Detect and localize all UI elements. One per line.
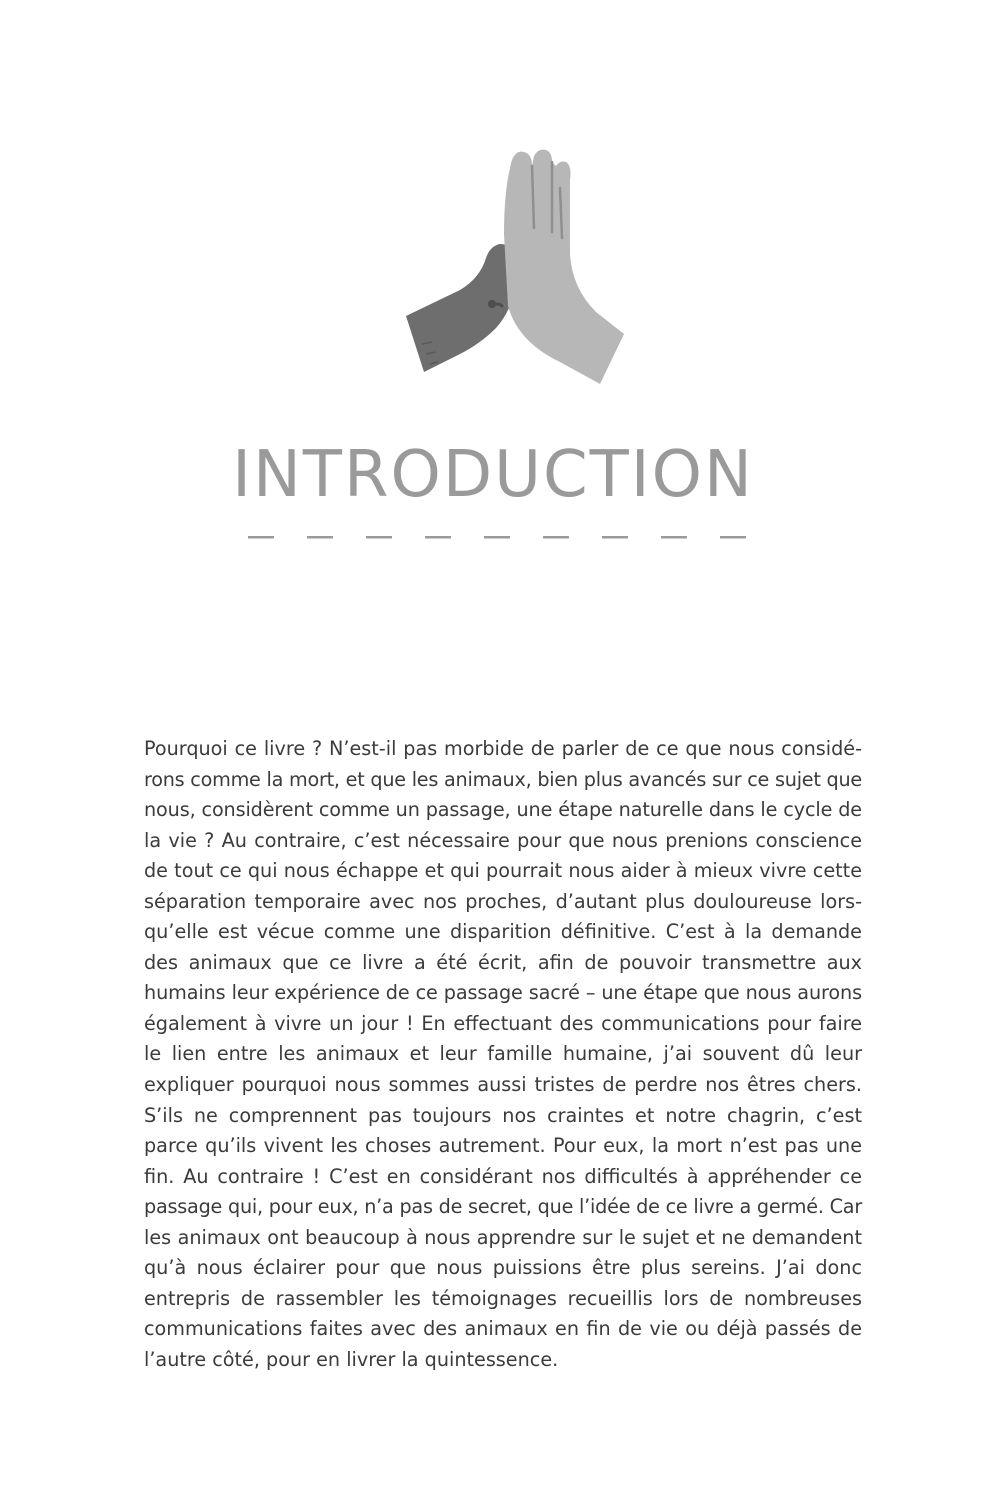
paw-arm-shape [406, 244, 516, 372]
body-line: rons comme la mort, et que les animaux, bien plus avancés sur ce sujet que [144, 767, 862, 791]
body-line: de tout ce qui nous échappe et qui pourrait nous aider à mieux vivre cette [144, 859, 862, 883]
body-line: nous, considèrent comme un passage, une étape naturelle dans le cycle de [144, 798, 862, 822]
introduction-body [144, 734, 862, 1375]
body-line: S’ils ne comprennent pas toujours nos craintes et notre chagrin, c’est [144, 1103, 862, 1127]
body-line: fin. Au contraire ! C’est en considérant nos difficultés à appréhender ce [144, 1164, 862, 1188]
body-line: communications faites avec des animaux en fin de vie ou déjà passés de [144, 1317, 862, 1341]
body-line: qu’à nous éclairer pour que nous puissions être plus sereins. J’ai donc [144, 1256, 862, 1280]
body-line: expliquer pourquoi nous sommes aussi tristes de perdre nos êtres chers. [144, 1073, 862, 1097]
body-line: qu’elle est vécue comme une disparition définitive. C’est à la demande [144, 920, 862, 944]
dashed-divider [248, 534, 748, 540]
body-line: la vie ? Au contraire, c’est nécessaire pour que nous prenions conscience [144, 828, 862, 852]
body-line: séparation temporaire avec nos proches, d’autant plus douloureuse lors- [144, 889, 862, 913]
body-line: le lien entre les animaux et leur famille humaine, j’ai souvent dû leur [144, 1042, 862, 1066]
paw-claw-detail [488, 300, 496, 308]
body-line: également à vivre un jour ! En effectuant des communications pour faire [144, 1011, 862, 1035]
body-line: Pourquoi ce livre ? N’est-il pas morbide de parler de ce que nous considé- [144, 737, 862, 760]
body-line: entrepris de rassembler les témoignages recueillis lors de nombreuses [144, 1286, 862, 1310]
body-line: parce qu’ils vivent les choses autrement. Pour eux, la mort n’est pas une [144, 1134, 862, 1158]
body-line: l’autre côté, pour en livrer la quintessence. [144, 1347, 559, 1371]
human-hand-shape [504, 150, 624, 384]
body-line: les animaux ont beaucoup à nous apprendre sur le sujet et ne demandent [144, 1225, 862, 1249]
hand-and-paw-high-five-icon [400, 148, 630, 388]
body-line: des animaux que ce livre a été écrit, afin de pouvoir transmettre aux [144, 950, 862, 974]
body-line: passage qui, pour eux, n’a pas de secret, que l’idée de ce livre a germé. Car [144, 1195, 862, 1219]
page-title: INTRODUCTION [232, 438, 754, 512]
body-line: humains leur expérience de ce passage sacré – une étape que nous aurons [144, 981, 862, 1005]
